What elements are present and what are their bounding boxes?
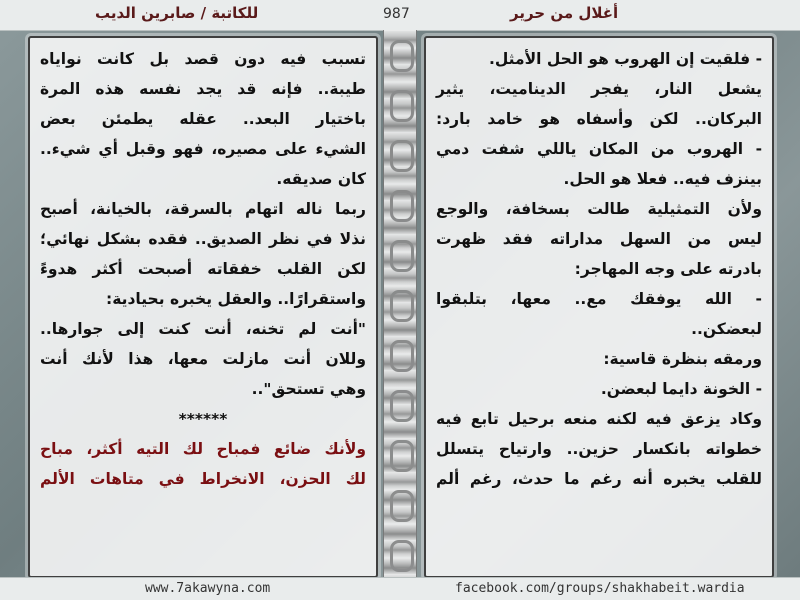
text-line-highlight: ولأنك ضائع فمباح لك التيه أكثر، مباح	[40, 440, 366, 458]
text-line: كان صديقه.	[276, 170, 366, 188]
right-page-text	[424, 36, 774, 578]
page-header	[0, 0, 800, 31]
text-line: - الخونة دايما لبعضن.	[600, 380, 762, 398]
chain-link	[390, 390, 414, 422]
chain-link	[390, 290, 414, 322]
text-line: - الهروب من المكان ياللي شفت دمي	[436, 140, 762, 158]
text-line: للقلب يخبره أنه رغم ما حدث، رغم ألم	[436, 470, 762, 488]
chain-link	[390, 490, 414, 522]
text-line: باختيار البعد.. عقله يطمئن بعض	[40, 110, 366, 128]
text-line: - فلقيت إن الهروب هو الحل الأمثل.	[488, 50, 762, 68]
section-separator: ******	[178, 410, 228, 428]
left-page-text	[28, 36, 378, 578]
text-line: ولأن التمثيلية طالت بسخافة، والوجع	[436, 200, 762, 218]
text-line: واستقرارًا.. والعقل يخبره بحيادية:	[106, 290, 366, 308]
page-number: 987	[383, 6, 410, 22]
text-line: خطواته بانكسار حزين.. وارتياح يتسلل	[436, 440, 762, 458]
chain-link	[390, 140, 414, 172]
chain-link	[390, 190, 414, 222]
text-line: بينزف فيه.. فعلا هو الحل.	[563, 170, 762, 188]
author-title: للكاتبة / صابرين الديب	[95, 4, 259, 22]
text-line: لكن القلب خفقاته أصبحت أكثر هدوءً	[40, 260, 366, 278]
text-line: وكاد يزعق فيه لكنه منعه برحيل تابع فيه	[436, 410, 762, 428]
text-line: وللان أنت مازلت معها، هذا لأنك أنت	[40, 350, 366, 368]
text-line: - الله يوفقك مع.. معها، بتلبقوا	[436, 290, 762, 308]
facebook-group-link[interactable]: facebook.com/groups/shakhabeit.wardia	[455, 581, 745, 596]
text-line: بادرته على وجه المهاجر:	[574, 260, 762, 278]
chain-divider	[383, 30, 417, 578]
text-line: نذلا في نظر الصديق.. فقده بشكل نهائي؛	[40, 230, 366, 248]
book-title: أغلال من حرير	[510, 4, 619, 22]
chain-link	[390, 540, 414, 572]
text-line: "أنت لم تخنه، أنت كنت إلى جوارها..	[40, 320, 366, 338]
page-footer	[0, 577, 800, 600]
chain-link	[390, 40, 414, 72]
text-line-highlight: لك الحزن، الانخراط في متاهات الألم	[40, 470, 366, 488]
text-line: البركان.. لكن وأسفاه هو خامد بارد:	[436, 110, 762, 128]
text-line: ورمقه بنظرة قاسية:	[603, 350, 762, 368]
text-line: الشيء على مصيره، فهو وقبل أي شيء..	[40, 140, 366, 158]
chain-link	[390, 340, 414, 372]
text-line: لبعضكن..	[691, 320, 762, 338]
website-link[interactable]: www.7akawyna.com	[145, 581, 271, 596]
chain-link	[390, 90, 414, 122]
chain-link	[390, 240, 414, 272]
text-line: تسبب فيه دون قصد بل كانت نواياه	[40, 50, 366, 68]
text-line: وهي تستحق"..	[251, 380, 366, 398]
text-line: يشعل النار، يفجر الديناميت، يثير	[436, 80, 762, 98]
text-line: ليس من السهل مداراته فقد ظهرت	[436, 230, 762, 248]
text-line: ربما ناله اتهام بالسرقة، بالخيانة، أصبح	[40, 200, 366, 218]
text-line: طيبة.. فإنه قد يجد نفسه هذه المرة	[40, 80, 366, 98]
chain-link	[390, 440, 414, 472]
